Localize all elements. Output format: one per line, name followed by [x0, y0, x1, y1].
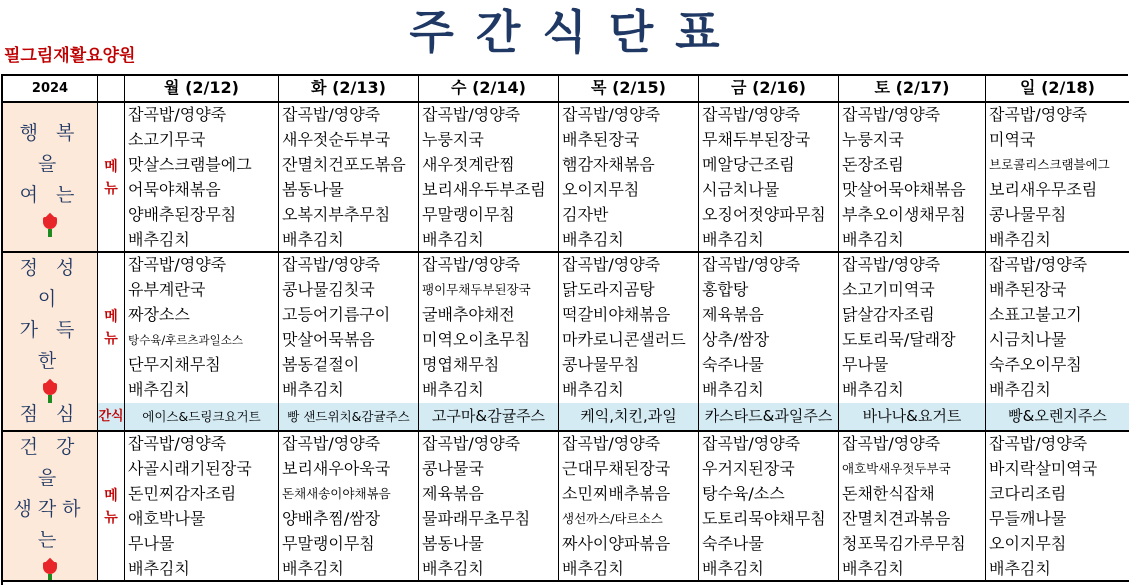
snack-item: 고구마&감귤주스: [419, 403, 559, 432]
breakfast-section-label: [3, 103, 98, 253]
menu-item: 도토리묵야채무침: [699, 507, 839, 532]
snack-label: 간식: [98, 403, 125, 432]
menu-item: 콩나물김칫국: [279, 278, 419, 303]
menu-item: 소표고불고기: [986, 303, 1129, 328]
menu-item: 유부계란국: [125, 278, 279, 303]
menu-item: 애호박새우젓두부국: [839, 457, 986, 482]
menu-item: 배추김치: [699, 228, 839, 253]
snack-item: 케익,치킨,과일: [559, 403, 699, 432]
menu-item: 떡갈비야채볶음: [559, 303, 699, 328]
section-label-line: 생각하는: [13, 498, 87, 551]
snack-item: 빵&오렌지주스: [986, 403, 1129, 432]
menu-item: 잡곡밥/영양죽: [986, 253, 1129, 278]
menu-item: 잡곡밥/영양죽: [699, 432, 839, 457]
section-label-line: 가 득 한: [19, 319, 81, 372]
menu-item: 브로콜리스크램블에그: [986, 153, 1129, 178]
menu-item: 닭도라지곰탕: [559, 278, 699, 303]
menu-item: 시금치나물: [699, 178, 839, 203]
menu-label-char: 뉴: [104, 510, 118, 526]
menu-item: 무채두부된장국: [699, 128, 839, 153]
snack-item: 카스타드&과일주스: [699, 403, 839, 432]
snack-item: 빵 샌드위치&감귤주스: [279, 403, 419, 432]
menu-item: 잡곡밥/영양죽: [839, 253, 986, 278]
menu-item: 배추김치: [839, 228, 986, 253]
menu-item: 배추김치: [125, 378, 279, 403]
menu-item: 배추김치: [125, 228, 279, 253]
menu-item: 무들깨나물: [986, 507, 1129, 532]
menu-item: 누룽지국: [839, 128, 986, 153]
menu-item: 어묵야채볶음: [125, 178, 279, 203]
menu-item: 보리새우무조림: [986, 178, 1129, 203]
menu-item: 배추김치: [699, 557, 839, 582]
menu-item: 잡곡밥/영양죽: [839, 432, 986, 457]
menu-item: 배추김치: [419, 378, 559, 403]
menu-item: 숙주오이무침: [986, 353, 1129, 378]
menu-item: 배추김치: [986, 228, 1129, 253]
menu-item: 마카로니콘샐러드: [559, 328, 699, 353]
menu-item: 숙주나물: [699, 353, 839, 378]
menu-item: 봄동나물: [419, 532, 559, 557]
menu-item: 잡곡밥/영양죽: [419, 103, 559, 128]
menu-item: 잡곡밥/영양죽: [279, 432, 419, 457]
menu-item: 햄감자채볶음: [559, 153, 699, 178]
menu-item: 김자반: [559, 203, 699, 228]
menu-item: 오징어젓양파무침: [699, 203, 839, 228]
menu-item: 배추된장국: [986, 278, 1129, 303]
tulip-icon: [39, 381, 61, 389]
menu-item: 돈민찌감자조림: [125, 482, 279, 507]
menu-item: 단무지채무침: [125, 353, 279, 378]
menu-item: 배추김치: [419, 557, 559, 582]
menu-item: 돈장조림: [839, 153, 986, 178]
menu-item: 숙주나물: [699, 532, 839, 557]
year-header: 2024: [3, 76, 98, 103]
menu-item: 보리새우아욱국: [279, 457, 419, 482]
menu-item: 배추된장국: [559, 128, 699, 153]
section-label-line: 건 강 을: [19, 436, 81, 489]
menu-label-spacer: [98, 103, 125, 153]
day-header: 화 (2/13): [279, 76, 419, 103]
blank-header: [98, 76, 125, 103]
organization-name: 필그림재활요양원: [4, 46, 136, 66]
menu-item: 봄동나물: [279, 178, 419, 203]
menu-item: 상추/쌈장: [699, 328, 839, 353]
snack-item: 바나나&요거트: [839, 403, 986, 432]
menu-item: 잡곡밥/영양죽: [699, 103, 839, 128]
menu-item: 양배추찜/쌈장: [279, 507, 419, 532]
menu-item: 소고기미역국: [839, 278, 986, 303]
menu-item: 잡곡밥/영양죽: [419, 432, 559, 457]
menu-label-char: 메: [104, 159, 118, 175]
menu-item: 잔멸치건포도볶음: [279, 153, 419, 178]
menu-item: 배추김치: [839, 557, 986, 582]
menu-item: 배추김치: [559, 557, 699, 582]
day-header: 금 (2/16): [699, 76, 839, 103]
day-header: 월 (2/12): [125, 76, 279, 103]
menu-item: 굴배추야채전: [419, 303, 559, 328]
menu-item: 생선까스/타르소스: [559, 507, 699, 532]
menu-item: 오이지무침: [986, 532, 1129, 557]
menu-item: 도토리묵/달래장: [839, 328, 986, 353]
menu-item: 양배추된장무침: [125, 203, 279, 228]
menu-item: 잡곡밥/영양죽: [125, 253, 279, 278]
menu-item: 잡곡밥/영양죽: [419, 253, 559, 278]
menu-item: 배추김치: [125, 557, 279, 582]
menu-item: 배추김치: [839, 378, 986, 403]
menu-item: 소민찌배추볶음: [559, 482, 699, 507]
menu-item: 고등어기름구이: [279, 303, 419, 328]
menu-label: [98, 303, 125, 353]
menu-item: 제육볶음: [699, 303, 839, 328]
menu-label-spacer: [98, 353, 125, 403]
section-label-line: 행 복 을: [19, 121, 81, 175]
menu-item: 청포묵김가루무침: [839, 532, 986, 557]
menu-item: 무말랭이무침: [279, 532, 419, 557]
menu-item: 짜사이양파볶음: [559, 532, 699, 557]
menu-label-char: 메: [104, 309, 118, 325]
menu-item: 명엽채무침: [419, 353, 559, 378]
menu-label-char: 메: [104, 488, 118, 504]
menu-label-spacer: [98, 203, 125, 253]
menu-item: 애호박나물: [125, 507, 279, 532]
menu-item: 근대무채된장국: [559, 457, 699, 482]
menu-item: 잡곡밥/영양죽: [559, 103, 699, 128]
menu-item: 부추오이생채무침: [839, 203, 986, 228]
menu-item: 우거지된장국: [699, 457, 839, 482]
snack-item: 에이스&드링크요거트: [125, 403, 279, 432]
menu-label-char: 뉴: [104, 181, 118, 197]
menu-item: 짜장소스: [125, 303, 279, 328]
menu-item: 누룽지국: [419, 128, 559, 153]
menu-item: 미역오이초무침: [419, 328, 559, 353]
menu-item: 잡곡밥/영양죽: [839, 103, 986, 128]
menu-item: 잡곡밥/영양죽: [279, 103, 419, 128]
menu-item: 맛살어묵볶음: [279, 328, 419, 353]
menu-table: [1, 74, 1128, 585]
day-header: 일 (2/18): [986, 76, 1129, 103]
menu-item: 배추김치: [279, 557, 419, 582]
day-header: 토 (2/17): [839, 76, 986, 103]
menu-item: 돈채한식잡채: [839, 482, 986, 507]
day-header: 수 (2/14): [419, 76, 559, 103]
menu-item: 돈채새송이야채볶음: [279, 482, 419, 507]
menu-item: 새우젓계란찜: [419, 153, 559, 178]
menu-item: 잡곡밥/영양죽: [986, 103, 1129, 128]
menu-item: 물파래무초무침: [419, 507, 559, 532]
menu-item: 잡곡밥/영양죽: [559, 253, 699, 278]
menu-item: 배추김치: [279, 378, 419, 403]
dinner-section-label: [3, 432, 98, 582]
menu-item: 배추김치: [559, 378, 699, 403]
menu-item: 콩나물무침: [559, 353, 699, 378]
tulip-icon: [39, 560, 61, 580]
menu-item: 배추김치: [419, 228, 559, 253]
menu-item: 보리새우두부조림: [419, 178, 559, 203]
menu-item: 탕수육/소스: [699, 482, 839, 507]
tulip-icon: [39, 215, 61, 237]
menu-item: 배추김치: [986, 557, 1129, 582]
menu-item: 오복지부추무침: [279, 203, 419, 228]
menu-item: 메알당근조림: [699, 153, 839, 178]
page-title: 주간식단표: [409, 5, 742, 59]
menu-item: 배추김치: [699, 378, 839, 403]
section-label-line: 여 는: [19, 183, 81, 206]
menu-item: 바지락살미역국: [986, 457, 1129, 482]
menu-item: 잡곡밥/영양죽: [559, 432, 699, 457]
menu-item: 시금치나물: [986, 328, 1129, 353]
day-header: 목 (2/15): [559, 76, 699, 103]
lunch-section-label: [3, 253, 98, 432]
menu-label: [98, 482, 125, 532]
menu-item: 무나물: [125, 532, 279, 557]
menu-item: 제육볶음: [419, 482, 559, 507]
menu-item: 맛살어묵야채볶음: [839, 178, 986, 203]
menu-item: 닭살감자조림: [839, 303, 986, 328]
menu-item: 봄동겉절이: [279, 353, 419, 378]
menu-label-char: 뉴: [104, 331, 118, 347]
menu-item: 잡곡밥/영양죽: [125, 432, 279, 457]
menu-label-spacer: [98, 253, 125, 303]
menu-item: 배추김치: [559, 228, 699, 253]
menu-item: 콩나물국: [419, 457, 559, 482]
menu-item: 팽이무채두부된장국: [419, 278, 559, 303]
menu-item: 잔멸치견과볶음: [839, 507, 986, 532]
menu-item: 미역국: [986, 128, 1129, 153]
menu-item: 배추김치: [279, 228, 419, 253]
menu-item: 홍합탕: [699, 278, 839, 303]
menu-item: 소고기무국: [125, 128, 279, 153]
menu-item: 잡곡밥/영양죽: [699, 253, 839, 278]
menu-label: [98, 153, 125, 203]
menu-item: 배추김치: [986, 378, 1129, 403]
menu-label-spacer: [98, 432, 125, 482]
menu-item: 콩나물무침: [986, 203, 1129, 228]
menu-item: 새우젓순두부국: [279, 128, 419, 153]
menu-item: 무나물: [839, 353, 986, 378]
menu-item: 잡곡밥/영양죽: [986, 432, 1129, 457]
menu-item: 탕수육/후르츠과일소스: [125, 328, 279, 353]
section-label-line: 점 심: [19, 403, 81, 425]
menu-item: 사골시래기된장국: [125, 457, 279, 482]
menu-item: 맛살스크램블에그: [125, 153, 279, 178]
menu-item: 오이지무침: [559, 178, 699, 203]
menu-item: 잡곡밥/영양죽: [279, 253, 419, 278]
menu-item: 잡곡밥/영양죽: [125, 103, 279, 128]
menu-item: 코다리조림: [986, 482, 1129, 507]
menu-label-spacer: [98, 532, 125, 582]
menu-item: 무말랭이무침: [419, 203, 559, 228]
section-label-line: 정 성 이: [19, 257, 81, 310]
